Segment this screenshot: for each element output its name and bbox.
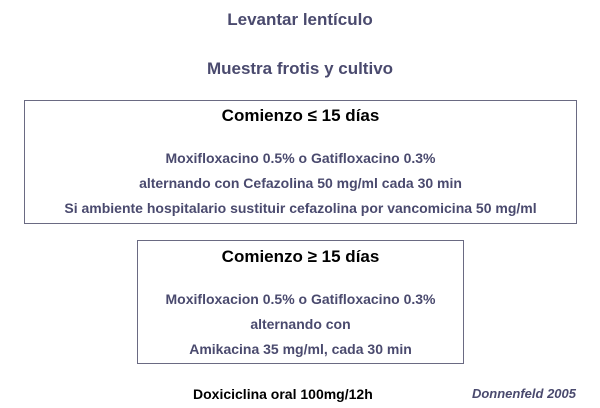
footer-citation: Donnenfeld 2005: [471, 386, 576, 401]
footer-oral-treatment: Doxiciclina oral 100mg/12h: [193, 386, 373, 402]
step-lift-flap: Levantar lentículo: [227, 10, 373, 29]
box-onset-early-line-2: alternando con Cefazolina 50 mg/ml cada 30 min: [139, 175, 462, 191]
box-onset-early-line-3: Si ambiente hospitalario sustituir cefazolina por vancomicina 50 mg/ml: [64, 200, 537, 216]
step-smear-culture: Muestra frotis y cultivo: [206, 59, 394, 78]
box-onset-early: [24, 100, 577, 224]
box-onset-early-line-1: Moxifloxacino 0.5% o Gatifloxacino 0.3%: [165, 150, 436, 166]
box-onset-early-title: Comienzo ≤ 15 días: [221, 106, 380, 125]
box-onset-late-line-2: alternando con: [250, 316, 351, 332]
box-onset-late-line-1: Moxifloxacion 0.5% o Gatifloxacino 0.3%: [165, 291, 436, 307]
box-onset-late-title: Comienzo ≥ 15 días: [221, 247, 380, 266]
box-onset-late: [137, 240, 464, 364]
box-onset-late-line-3: Amikacina 35 mg/ml, cada 30 min: [189, 341, 412, 357]
